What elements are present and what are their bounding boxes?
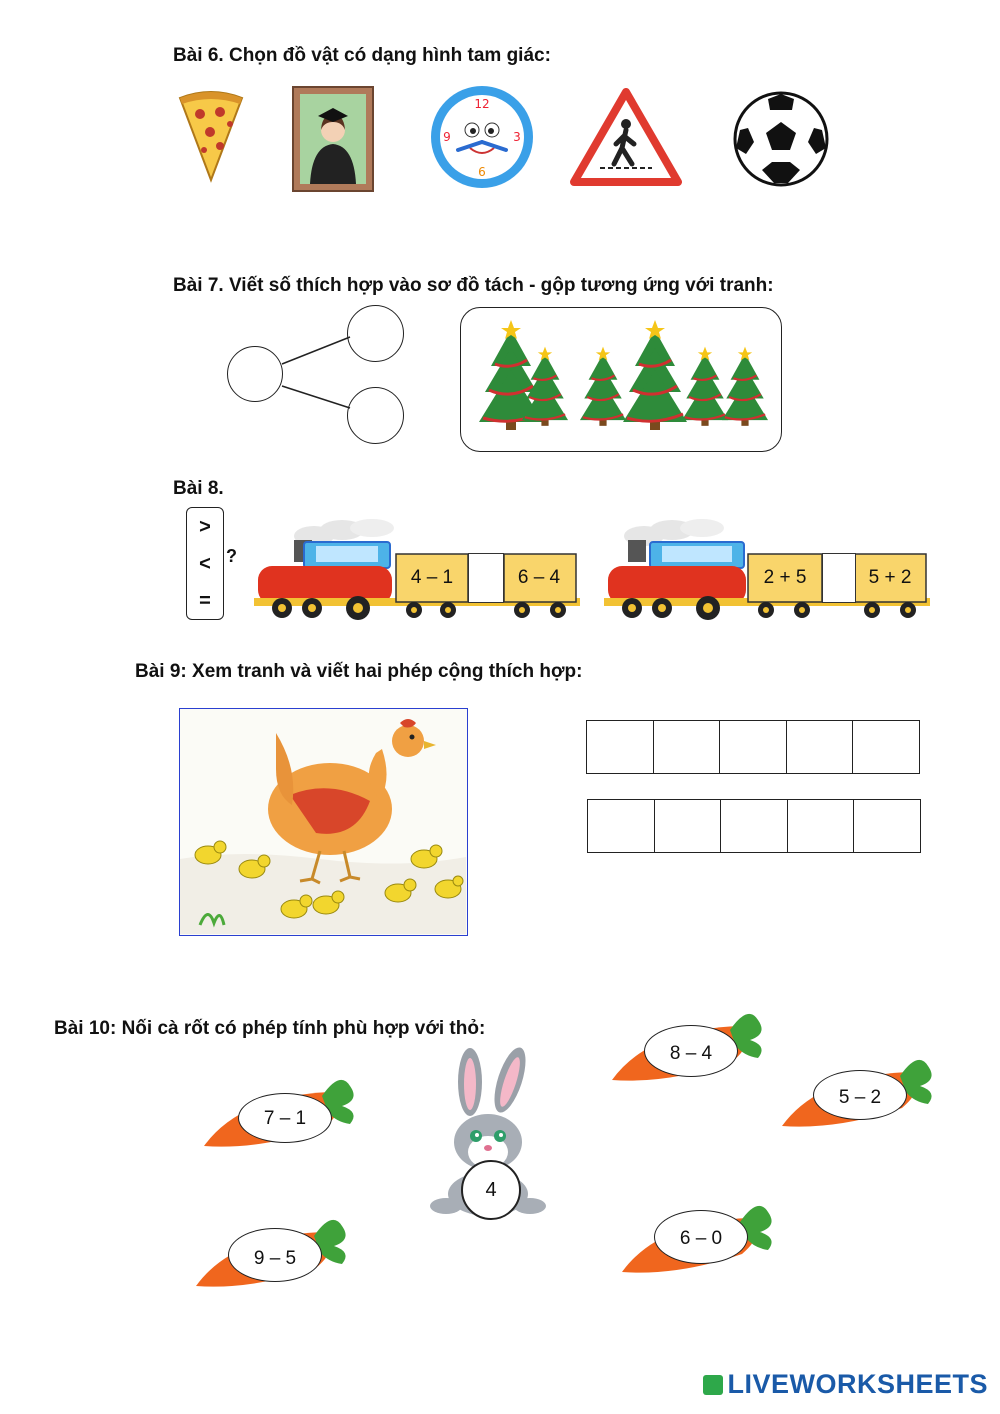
- question-mark: ?: [226, 546, 237, 566]
- answer-cell[interactable]: [853, 799, 921, 853]
- carrot-5-minus-2[interactable]: 5 – 2: [838, 1087, 882, 1108]
- svg-text:9: 9: [443, 130, 451, 144]
- answer-cell[interactable]: [653, 720, 721, 774]
- equal-sign[interactable]: =: [199, 589, 211, 612]
- answer-cell[interactable]: [587, 799, 655, 853]
- carrot-9-minus-5[interactable]: 9 – 5: [253, 1248, 297, 1269]
- carrot-8-minus-4[interactable]: 8 – 4: [669, 1043, 713, 1064]
- train-2-blank-car[interactable]: [822, 553, 856, 603]
- bai10-heading: Bài 10: Nối cà rốt có phép tính phù hợp với thỏ:: [54, 1018, 486, 1039]
- train-2-right-expression: 5 + 2: [868, 567, 912, 588]
- answer-cell[interactable]: [786, 720, 854, 774]
- train-2-left-expression: 2 + 5: [763, 567, 807, 588]
- part2-circle-input[interactable]: [347, 387, 404, 444]
- answer-cell[interactable]: [586, 720, 654, 774]
- answer-cell[interactable]: [720, 799, 788, 853]
- answer-cell[interactable]: [787, 799, 855, 853]
- hen-chicks-icon: [180, 709, 466, 934]
- bai9-heading: Bài 9: Xem tranh và viết hai phép cộng thích hợp:: [135, 661, 583, 682]
- rabbit-value-circle[interactable]: 4: [461, 1160, 521, 1220]
- carrot-6-minus-0[interactable]: 6 – 0: [679, 1228, 723, 1249]
- comparison-signs-box: [186, 507, 224, 620]
- train-1-right-expression: 6 – 4: [517, 567, 561, 588]
- addition-row-2: [587, 799, 921, 853]
- answer-cell[interactable]: [852, 720, 920, 774]
- carrot-7-minus-1[interactable]: 7 – 1: [263, 1108, 307, 1129]
- football-icon[interactable]: [732, 90, 830, 188]
- answer-cell[interactable]: [719, 720, 787, 774]
- svg-text:6: 6: [478, 165, 486, 179]
- svg-text:3: 3: [513, 130, 521, 144]
- less-sign[interactable]: <: [199, 552, 211, 575]
- greater-sign[interactable]: >: [199, 515, 211, 538]
- pizza-icon[interactable]: [176, 88, 246, 184]
- bai8-heading: Bài 8.: [173, 478, 224, 499]
- photo-frame-icon[interactable]: [292, 86, 374, 192]
- part1-circle-input[interactable]: [347, 305, 404, 362]
- bai7-heading: Bài 7. Viết số thích hợp vào sơ đồ tách - gộp tương ứng với tranh:: [173, 275, 774, 296]
- logo-mark-icon: [703, 1375, 723, 1395]
- train-1-left-expression: 4 – 1: [410, 567, 454, 588]
- warning-sign-icon[interactable]: [570, 88, 682, 186]
- bai6-heading: Bài 6. Chọn đồ vật có dạng hình tam giác:: [173, 45, 551, 66]
- train-1-blank-car[interactable]: [468, 553, 504, 603]
- trees-picture-box: [460, 307, 782, 452]
- christmas-trees-icon: [461, 308, 781, 451]
- whole-circle-input[interactable]: [227, 346, 283, 402]
- clock-icon[interactable]: [428, 84, 536, 190]
- answer-cell[interactable]: [654, 799, 722, 853]
- addition-row-1: [586, 720, 920, 774]
- brand-text: LIVEWORKSHEETS: [727, 1369, 988, 1399]
- svg-text:12: 12: [474, 97, 490, 111]
- hen-chicks-picture: [179, 708, 468, 936]
- liveworksheets-logo: [703, 1369, 988, 1400]
